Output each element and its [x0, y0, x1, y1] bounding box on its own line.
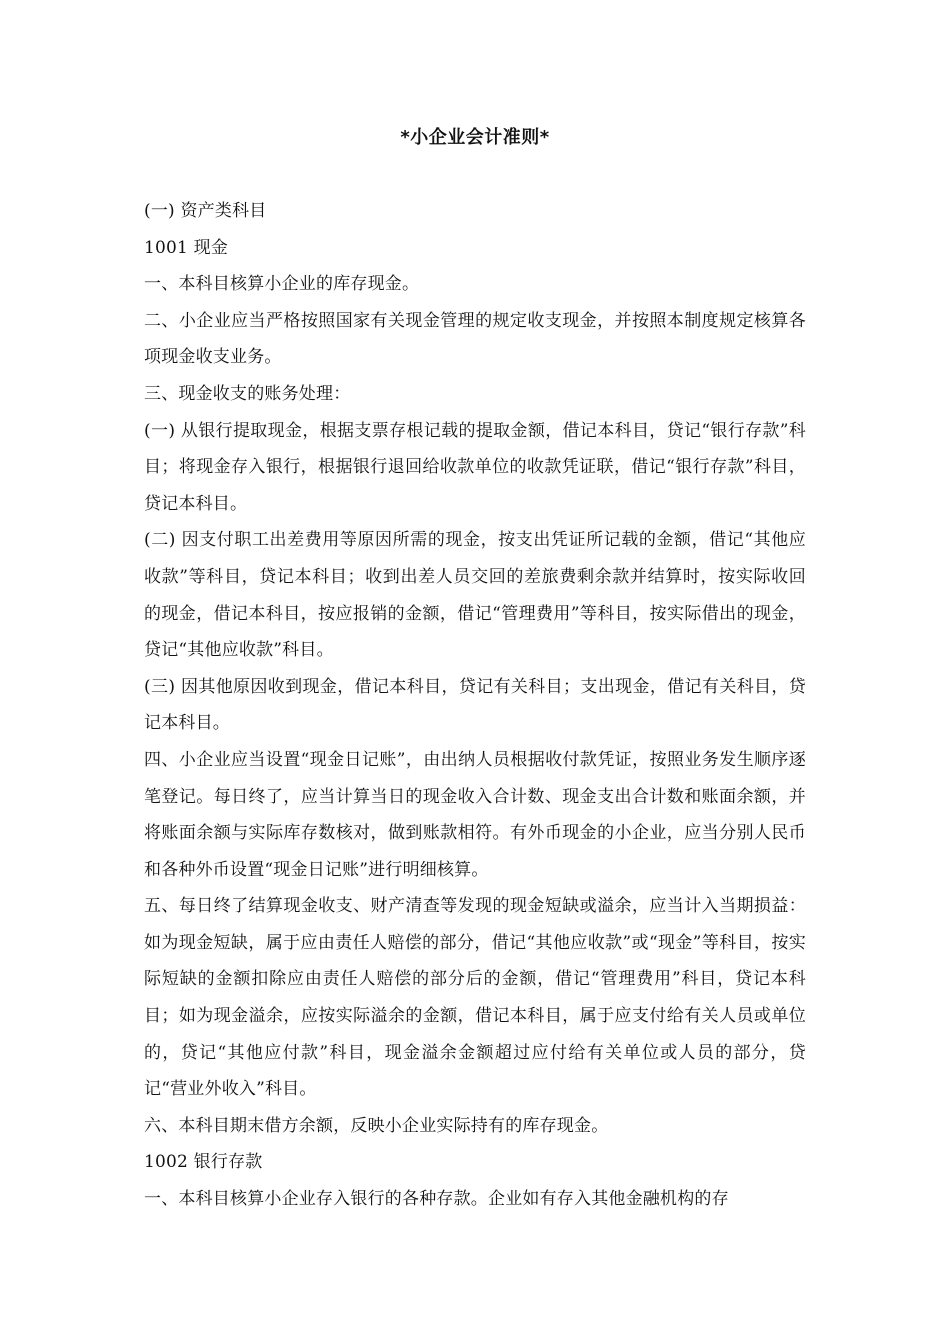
document-title: *小企业会计准则* [400, 127, 550, 148]
paragraph-section-heading: (一) 资产类科目 [144, 201, 267, 221]
paragraph: (一) 从银行提取现金，根据支票存根记载的提取金额，借记本科目，贷记“银行存款”科目；将现金存入银行，根据银行退回给收款单位的收款凭证联，借记“银行存款”科目，贷记本科目。 [144, 420, 806, 514]
paragraph-account-1002: 1002 银行存款 [144, 1152, 263, 1173]
paragraph: (二) 因支付职工出差费用等原因所需的现金，按支出凭证所记载的金额，借记“其他应收款”等科目，贷记本科目；收到出差人员交回的差旅费剩余款并结算时，按实际收回的现金，借记本科目，按应报销的金额，借记“管理费用”等科目，按实际借出的现金，贷记“其他应收款”科目。 [144, 530, 806, 661]
paragraph-account-1001: 1001 现金 [144, 237, 229, 258]
paragraph: 四、小企业应当设置“现金日记账”，由出纳人员根据收付款凭证，按照业务发生顺序逐笔登记。每日终了，应当计算当日的现金收入合计数、现金支出合计数和账面余额，并将账面余额与实际库存数核对，做到账款相符。有外币现金的小企业，应当分别人民币和各种外币设置“现金日记账”进行明细核算。 [144, 749, 806, 880]
document-body [144, 193, 806, 1218]
paragraph: (三) 因其他原因收到现金，借记本科目，贷记有关科目；支出现金，借记有关科目，贷记本科目。 [144, 676, 806, 734]
paragraph: 三、现金收支的账务处理： [144, 383, 351, 404]
paragraph: 五、每日终了结算现金收支、财产清查等发现的现金短缺或溢余，应当计入当期损益：如为现金短缺，属于应由责任人赔偿的部分，借记“其他应收款”或“现金”等科目，按实际短缺的金额扣除应由责任人赔偿的部分后的金额，借记“管理费用”科目，贷记本科目；如为现金溢余，应按实际溢余的金额，借记本科目，属于应支付给有关人员或单位的，贷记“其他应付款”科目，现金溢余金额超过应付给有关单位或人员的部分，贷记“营业外收入”科目。 [144, 896, 806, 1100]
paragraph: 六、本科目期末借方余额，反映小企业实际持有的库存现金。 [144, 1115, 609, 1136]
paragraph: 一、本科目核算小企业存入银行的各种存款。企业如有存入其他金融机构的存 [144, 1189, 729, 1210]
paragraph: 一、本科目核算小企业的库存现金。 [144, 274, 420, 295]
paragraph: 二、小企业应当严格按照国家有关现金管理的规定收支现金，并按照本制度规定核算各项现金收支业务。 [144, 310, 806, 368]
